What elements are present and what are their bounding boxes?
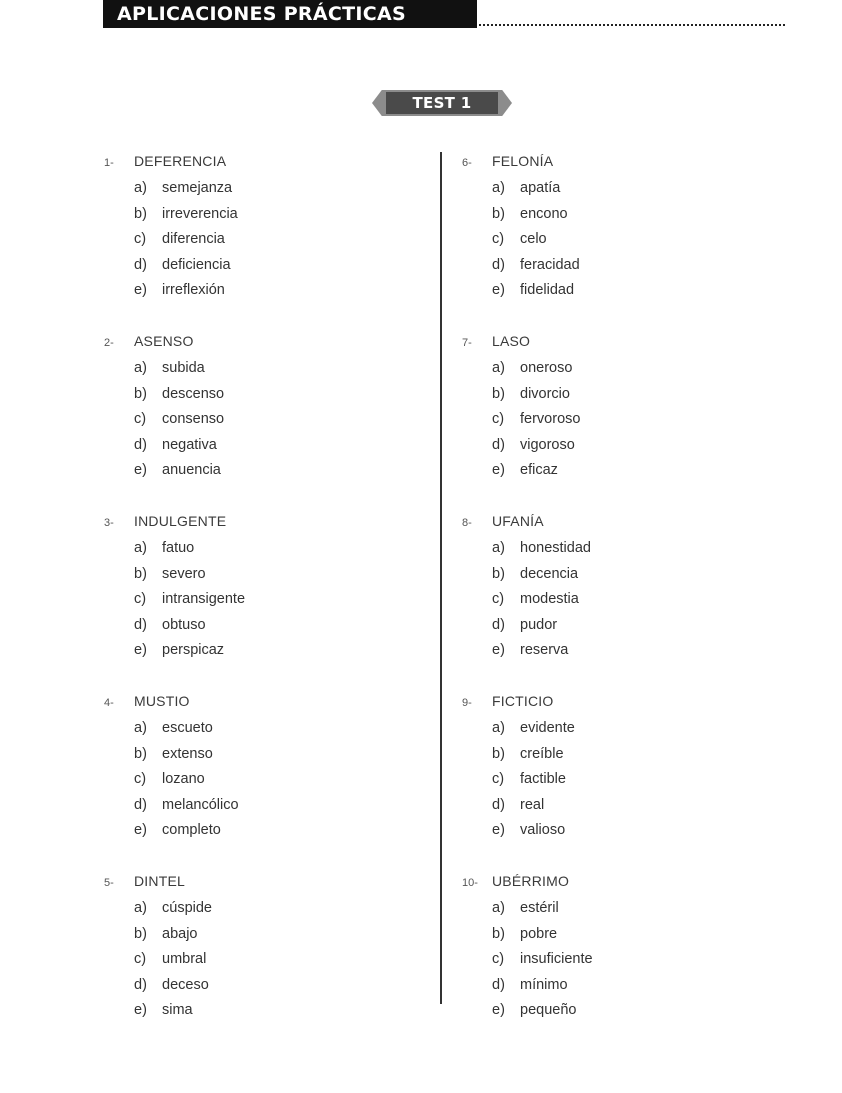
answer-option (462, 818, 782, 844)
option-letter: b) (134, 385, 147, 402)
answer-option (462, 356, 782, 382)
answer-option (104, 356, 424, 382)
option-text: sima (162, 1002, 193, 1018)
answer-option (462, 227, 782, 253)
question-number: 7- (462, 337, 472, 349)
option-text: anuencia (162, 462, 221, 478)
option-letter: a) (134, 900, 147, 916)
question-header (104, 690, 424, 716)
question-item (462, 150, 782, 330)
badge-label: TEST 1 (386, 92, 498, 114)
question-item (104, 870, 424, 1050)
option-text: semejanza (162, 180, 233, 196)
answer-option (104, 407, 424, 433)
answer-option (462, 947, 782, 973)
option-letter: e) (492, 642, 505, 658)
option-text: completo (162, 822, 221, 838)
option-text: divorcio (520, 385, 570, 402)
option-text: deficiencia (162, 256, 231, 273)
option-letter: b) (134, 205, 147, 222)
answer-option (462, 896, 782, 922)
option-letter: e) (492, 1002, 505, 1018)
option-letter: c) (134, 951, 147, 967)
option-letter: c) (492, 771, 505, 787)
answer-option (462, 742, 782, 768)
question-number: 9- (462, 697, 472, 709)
question-word: DINTEL (134, 873, 185, 889)
option-letter: e) (134, 282, 147, 298)
section-header (103, 0, 785, 28)
option-text: pequeño (520, 1002, 577, 1018)
option-letter: b) (492, 385, 505, 402)
option-text: obtuso (162, 616, 206, 633)
option-text: factible (520, 771, 566, 787)
option-letter: d) (492, 976, 505, 993)
option-text: escueto (162, 720, 213, 736)
option-letter: a) (134, 720, 147, 736)
answer-option (104, 998, 424, 1024)
option-letter: b) (492, 925, 505, 942)
option-letter: a) (492, 180, 505, 196)
left-column (104, 150, 424, 1050)
answer-option (462, 202, 782, 228)
answer-option (104, 742, 424, 768)
answer-option (104, 818, 424, 844)
answer-option (104, 896, 424, 922)
question-item (462, 690, 782, 870)
option-text: fidelidad (520, 282, 575, 298)
answer-option (104, 227, 424, 253)
question-header (462, 690, 782, 716)
question-word: FELONÍA (492, 153, 554, 169)
answer-option (462, 458, 782, 484)
question-number: 2- (104, 337, 114, 349)
question-number: 4- (104, 697, 114, 709)
question-number: 10- (462, 877, 478, 889)
answer-option (104, 638, 424, 664)
question-number: 3- (104, 517, 114, 529)
answer-option (104, 202, 424, 228)
option-text: valioso (520, 822, 566, 838)
option-text: irreflexión (162, 282, 225, 298)
answer-option (462, 587, 782, 613)
answer-option (462, 793, 782, 819)
option-text: melancólico (162, 796, 239, 813)
option-text: irreverencia (162, 205, 238, 222)
question-item (104, 330, 424, 510)
option-text: severo (162, 565, 206, 582)
option-letter: b) (134, 925, 147, 942)
option-letter: a) (134, 540, 147, 556)
answer-option (104, 767, 424, 793)
option-letter: a) (492, 540, 505, 556)
question-header (462, 870, 782, 896)
option-letter: d) (492, 616, 505, 633)
option-text: vigoroso (520, 436, 575, 453)
question-number: 1- (104, 157, 114, 169)
option-text: oneroso (520, 360, 573, 376)
option-text: eficaz (520, 462, 558, 478)
option-letter: d) (492, 796, 505, 813)
option-text: umbral (162, 951, 207, 967)
answer-option (462, 407, 782, 433)
answer-option (462, 922, 782, 948)
option-letter: d) (134, 436, 147, 453)
answer-option (462, 973, 782, 999)
option-letter: c) (492, 411, 505, 427)
question-item (462, 330, 782, 510)
option-text: encono (520, 205, 568, 222)
option-text: intransigente (162, 591, 246, 607)
option-letter: a) (492, 900, 505, 916)
answer-option (462, 998, 782, 1024)
answer-option (104, 278, 424, 304)
option-letter: a) (134, 180, 147, 196)
answer-option (104, 458, 424, 484)
option-letter: e) (492, 282, 505, 298)
question-item (462, 510, 782, 690)
answer-option (462, 536, 782, 562)
question-word: DEFERENCIA (134, 153, 227, 169)
question-word: FICTICIO (492, 693, 554, 709)
option-text: perspicaz (162, 642, 225, 658)
option-text: decencia (520, 565, 579, 582)
option-letter: c) (134, 231, 147, 247)
section-title: APLICACIONES PRÁCTICAS (103, 0, 477, 28)
option-text: creíble (520, 745, 564, 762)
option-text: deceso (162, 976, 209, 993)
answer-option (462, 176, 782, 202)
question-number: 5- (104, 877, 114, 889)
option-letter: c) (492, 231, 505, 247)
answer-option (462, 382, 782, 408)
answer-option (462, 278, 782, 304)
option-letter: d) (492, 256, 505, 273)
option-text: abajo (162, 925, 198, 942)
option-text: feracidad (520, 256, 580, 273)
option-letter: b) (134, 565, 147, 582)
answer-option (104, 562, 424, 588)
answer-option (104, 433, 424, 459)
option-letter: c) (134, 771, 147, 787)
question-header (462, 150, 782, 176)
answer-option (104, 922, 424, 948)
answer-option (462, 562, 782, 588)
answer-option (462, 767, 782, 793)
question-header (462, 330, 782, 356)
question-header (104, 510, 424, 536)
option-text: extenso (162, 745, 213, 762)
answer-option (104, 253, 424, 279)
option-letter: d) (134, 796, 147, 813)
option-letter: b) (492, 565, 505, 582)
option-letter: a) (134, 360, 147, 376)
answer-option (104, 536, 424, 562)
option-text: celo (520, 231, 547, 247)
answer-option (104, 793, 424, 819)
option-text: estéril (520, 900, 559, 916)
answer-option (462, 253, 782, 279)
option-text: pudor (520, 616, 558, 633)
option-letter: b) (134, 745, 147, 762)
option-text: fervoroso (520, 411, 581, 427)
option-letter: c) (134, 411, 147, 427)
option-text: diferencia (162, 231, 225, 247)
option-text: insuficiente (520, 951, 593, 967)
option-letter: a) (492, 360, 505, 376)
answer-option (104, 176, 424, 202)
question-header (104, 870, 424, 896)
answer-option (104, 716, 424, 742)
option-letter: b) (492, 745, 505, 762)
question-item (462, 870, 782, 1050)
answer-option (462, 716, 782, 742)
answer-option (462, 613, 782, 639)
answer-option (104, 947, 424, 973)
answer-option (462, 638, 782, 664)
option-letter: d) (134, 976, 147, 993)
option-text: descenso (162, 385, 225, 402)
question-word: LASO (492, 333, 531, 349)
question-word: UBÉRRIMO (492, 873, 570, 889)
option-letter: e) (134, 1002, 147, 1018)
question-item (104, 510, 424, 690)
question-number: 8- (462, 517, 472, 529)
option-text: modestia (520, 591, 579, 607)
option-text: evidente (520, 720, 575, 736)
option-text: consenso (162, 411, 225, 427)
right-column (462, 150, 782, 1050)
option-letter: d) (492, 436, 505, 453)
question-word: ASENSO (134, 333, 194, 349)
option-letter: e) (134, 462, 147, 478)
option-letter: d) (134, 256, 147, 273)
option-letter: e) (492, 462, 505, 478)
option-text: reserva (520, 642, 569, 658)
option-letter: e) (134, 822, 147, 838)
option-text: real (520, 796, 545, 813)
option-letter: c) (134, 591, 147, 607)
option-text: negativa (162, 436, 217, 453)
option-letter: b) (492, 205, 505, 222)
option-letter: d) (134, 616, 147, 633)
option-text: apatía (520, 180, 561, 196)
test-badge (372, 90, 512, 116)
option-text: honestidad (520, 540, 591, 556)
question-item (104, 150, 424, 330)
option-text: fatuo (162, 540, 195, 556)
option-letter: e) (134, 642, 147, 658)
question-word: MUSTIO (134, 693, 190, 709)
option-text: mínimo (520, 976, 568, 993)
question-word: INDULGENTE (134, 513, 227, 529)
header-dotted-rule (479, 24, 785, 26)
question-header (104, 150, 424, 176)
answer-option (462, 433, 782, 459)
column-divider (440, 152, 442, 1004)
option-text: cúspide (162, 900, 212, 916)
option-letter: e) (492, 822, 505, 838)
question-header (462, 510, 782, 536)
question-number: 6- (462, 157, 472, 169)
option-text: lozano (162, 771, 205, 787)
option-text: pobre (520, 925, 558, 942)
option-text: subida (162, 360, 205, 376)
question-header (104, 330, 424, 356)
answer-option (104, 382, 424, 408)
question-word: UFANÍA (492, 513, 544, 529)
answer-option (104, 613, 424, 639)
option-letter: a) (492, 720, 505, 736)
option-letter: c) (492, 951, 505, 967)
answer-option (104, 973, 424, 999)
option-letter: c) (492, 591, 505, 607)
question-item (104, 690, 424, 870)
answer-option (104, 587, 424, 613)
